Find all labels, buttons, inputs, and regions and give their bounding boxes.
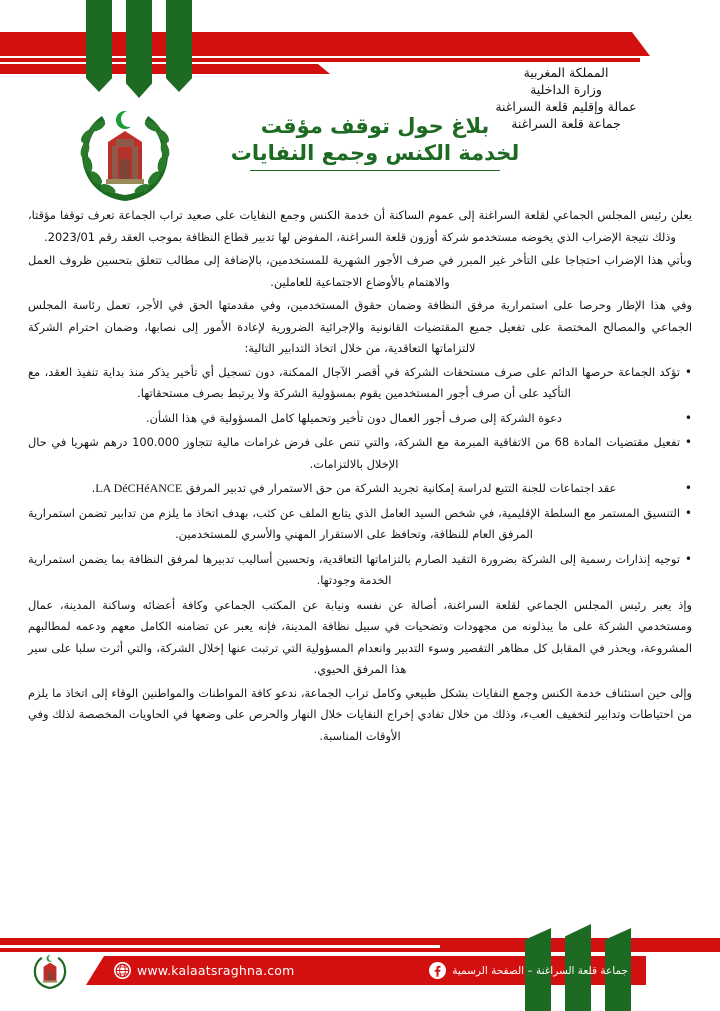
- footer-banner: [0, 916, 720, 1011]
- paragraph-intro: يعلن رئيس المجلس الجماعي لقلعة السراغنة إلى عموم الساكنة أن خدمة الكنس وجمع النفايات على صعيد تراب الجماعة تعرف توقفا مؤقتا، وذلك نتيجة الإضراب الذي يخوضه مستخدمو شركة أوزون قلعة السراغنة، المفوض لها تدبير قطاع النظافة بموجب العقد رقم 2023/01.: [28, 208, 692, 244]
- measure-item-6: • توجيه إنذارات رسمية إلى الشركة بضرورة التقيد الصارم بالتزاماتها التعاقدية، وتحسين أساليب تدبيرها لمرفق النظافة بما يضمن استمرارية الخدمة وجودتها.: [28, 549, 692, 592]
- measures-list: [28, 362, 692, 592]
- globe-icon: [114, 962, 131, 979]
- crescent-icon: [116, 111, 137, 129]
- title-line-1: بلاغ حول توقف مؤقت: [260, 114, 490, 138]
- measure-item-3: • تفعيل مقتضيات المادة 68 من الاتفاقية المبرمة مع الشركة، والتي تنص على فرض غرامات مالية تتجاوز 100.000 درهم شهريا في حال الإخلال بالالتزامات.: [28, 432, 692, 475]
- ministry-line-kingdom: المملكة المغربية: [523, 65, 609, 80]
- footer-website-url: www.kalaatsraghna.com: [137, 963, 295, 978]
- footer-content: [86, 956, 646, 985]
- measure-item-4-text: عقد اجتماعات للجنة التتبع لدراسة إمكانية تجريد الشركة من حق الاستمرار في تدبير المرفق: [185, 481, 617, 495]
- facebook-icon: [429, 962, 446, 979]
- footer-facebook-label: جماعة قلعة السراغنة – الصفحة الرسمية: [452, 964, 628, 977]
- announcement-title: [215, 113, 535, 171]
- deche ance-term: LA DéCHéANCE: [95, 481, 183, 495]
- ministry-line-interior: وزارة الداخلية: [530, 82, 602, 97]
- paragraph-citizen-appeal: وإلى حين استئناف خدمة الكنس وجمع النفايات بشكل طبيعي وكامل تراب الجماعة، ندعو كافة المواطنات والمواطنين الوقاء إلى اتخاذ ما يلزم من احتياطات وتدابير لتخفيف العبء، وذلك من خلال تفادي إخراج النفايات خلال النهار والحرص على وضعها في الحاويات المخصصة لذلك وفي الأوقات المناسبة.: [28, 685, 692, 743]
- ministry-line-commune: جماعة قلعة السراغنة: [511, 116, 621, 131]
- measure-item-5: • التنسيق المستمر مع السلطة الإقليمية، في شخص السيد العامل الذي يتابع الملف عن كثب، بهدف اتخاذ ما يلزم من تدابير تضمن استمرارية المرفق العام للنظافة، وتحافظ على الاستقرار المهني والأسري للمستخدمين.: [28, 503, 692, 546]
- measure-item-2: • دعوة الشركة إلى صرف أجور العمال دون تأخير وتحميلها كامل المسؤولية في هذا الشأن.: [28, 408, 692, 430]
- paragraph-solidarity: وإذ يعبر رئيس المجلس الجماعي لقلعة السراغنة، أصالة عن نفسه ونيابة عن المكتب الجماعي وكافة أعضائه وساكنة المدينة، عمال ومستخدمي الشركة على ما يبذلونه من مجهودات وتضحيات في سبيل نظافة المدينة، فإنه يعبر عن تضامنه الكامل معهم ودعمه لمطالبهم المشروعة، ويحذر في المقابل كل مظاهر التقصير وسوء التدبير وانعدام المسؤولية التي ترتبت عنها إخلال الشركة، والتي أثرت سلبا على سير هذا المرفق الحيوي.: [28, 597, 692, 676]
- document-header: [0, 58, 720, 208]
- footer-emblem-graphic: [30, 952, 70, 992]
- footer-emblem: [30, 952, 70, 992]
- facebook-icon-graphic: [430, 963, 445, 978]
- emblem-graphic: [72, 106, 178, 206]
- globe-icon-graphic: [115, 963, 130, 978]
- paragraph-measures-intro: وفي هذا الإطار وحرصا على استمرارية مرفق النظافة وضمان حقوق المستخدمين، وفي مقدمتها الحق في الأجر، تعمل رئاسة المجلس الجماعي والمصالح المختصة على تفعيل جميع المقتضيات القانونية والإجرائية الضرورية لإعادة الأمور إلى نصابها، وضمان احترام الشركة لالتزاماتها التعاقدية، من خلال اتخاذ التدابير التالية:: [28, 298, 692, 355]
- measure-item-1: • تؤكد الجماعة حرصها الدائم على صرف مستحقات الشركة في أقصر الآجال الممكنة، دون تسجيل أي تأخير يذكر منذ بداية تنفيذ العقد، مع التأكيد على أن صرف أجور المستخدمين يقوم بمسؤولية الشركة ولا يرتبط بصرف مستحقاتها.: [28, 362, 692, 405]
- measure-item-4: • عقد اجتماعات للجنة التتبع لدراسة إمكانية تجريد الشركة من حق الاستمرار في تدبير المرفق LA DéCHéANCE.: [28, 478, 692, 500]
- footer-website[interactable]: [114, 962, 295, 979]
- ministry-line-province: عمالة وإقليم قلعة السراغنة: [495, 99, 637, 114]
- coat-of-arms-emblem: [72, 106, 178, 206]
- paragraph-strike-reason: وبأتي هذا الإضراب احتجاجا على التأخر غير المبرر في صرف الأجور الشهرية للمستخدمين، بالإضافة إلى مطالب تتعلق بتحسين ظروف العمل والاهتمام بالأوضاع الاجتماعية للعاملين.: [28, 253, 692, 289]
- title-line-2: لخدمة الكنس وجمع النفايات: [230, 141, 520, 165]
- announcement-body: [28, 205, 692, 749]
- title-underline: [250, 170, 500, 171]
- footer-facebook[interactable]: [429, 962, 628, 979]
